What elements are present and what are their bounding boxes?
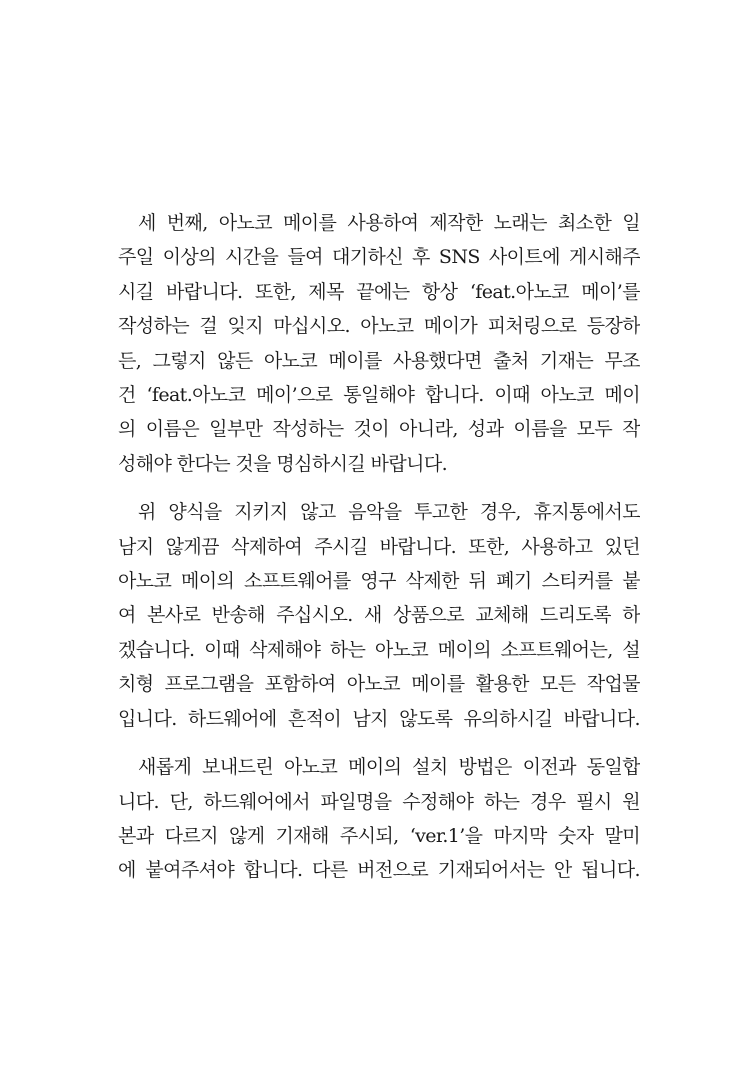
text-line: 시길 바랍니다. 또한, 제목 끝에는 항상 ‘feat.아노코 메이’를 xyxy=(118,280,640,303)
text-line: 위 양식을 지키지 않고 음악을 투고한 경우, 휴지통에서도 xyxy=(138,501,640,524)
text-line: 건 ‘feat.아노코 메이’으로 통일해야 합니다. 이때 아노코 메이 xyxy=(118,384,640,407)
text-line: 작성하는 걸 잊지 마십시오. 아노코 메이가 피처링으로 등장하 xyxy=(118,315,640,338)
paragraph-3 xyxy=(118,750,640,888)
text-line: 든, 그렇지 않든 아노코 메이를 사용했다면 출처 기재는 무조 xyxy=(118,349,640,372)
text-line: 치형 프로그램을 포함하여 아노코 메이를 활용한 모든 작업물 xyxy=(118,673,640,696)
paragraph-2 xyxy=(118,495,640,736)
paragraph-1 xyxy=(118,206,640,481)
text-line: 남지 않게끔 삭제하여 주시길 바랍니다. 또한, 사용하고 있던 xyxy=(118,535,640,558)
text-line: 겠습니다. 이때 삭제해야 하는 아노코 메이의 소프트웨어는, 설 xyxy=(118,638,640,661)
text-line: 새롭게 보내드린 아노코 메이의 설치 방법은 이전과 동일합 xyxy=(138,756,640,779)
text-line: 에 붙여주셔야 합니다. 다른 버전으로 기재되어서는 안 됩니다. xyxy=(118,859,640,882)
text-line: 본과 다르지 않게 기재해 주시되, ‘ver.1’을 마지막 숫자 말미 xyxy=(118,824,640,847)
text-line: 의 이름은 일부만 작성하는 것이 아니라, 성과 이름을 모두 작 xyxy=(118,418,640,441)
text-line: 아노코 메이의 소프트웨어를 영구 삭제한 뒤 폐기 스티커를 붙 xyxy=(118,570,640,593)
text-line: 여 본사로 반송해 주십시오. 새 상품으로 교체해 드리도록 하 xyxy=(118,604,640,627)
text-line: 니다. 단, 하드웨어에서 파일명을 수정해야 하는 경우 필시 원 xyxy=(118,790,640,813)
text-line: 성해야 한다는 것을 명심하시길 바랍니다. xyxy=(118,452,448,475)
text-line: 입니다. 하드웨어에 흔적이 남지 않도록 유의하시길 바랍니다. xyxy=(118,707,640,730)
text-line: 세 번째, 아노코 메이를 사용하여 제작한 노래는 최소한 일 xyxy=(138,212,640,234)
body-text xyxy=(118,206,640,888)
text-line: 주일 이상의 시간을 들여 대기하신 후 SNS 사이트에 게시해주 xyxy=(118,246,640,269)
